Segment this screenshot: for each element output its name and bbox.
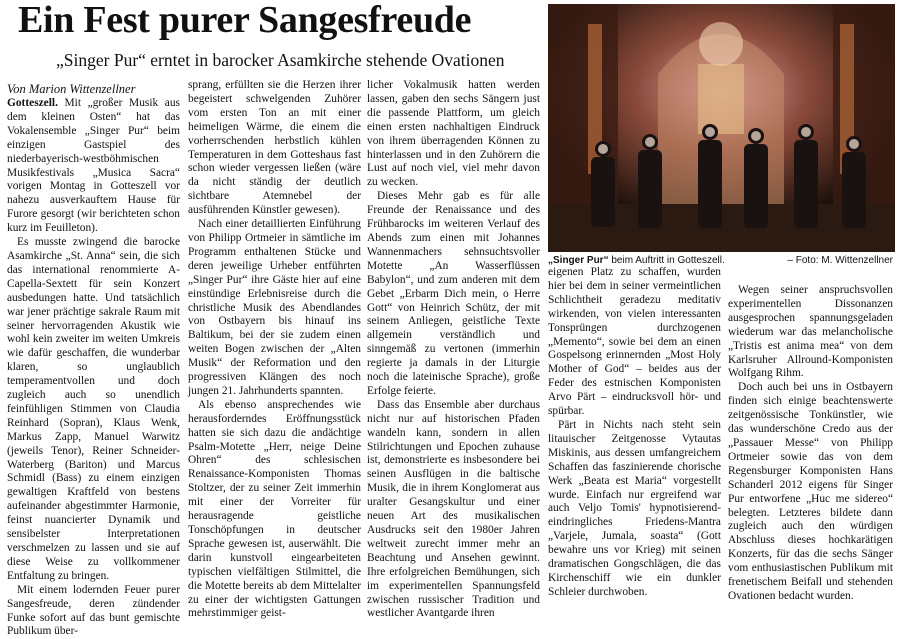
dateline: Gotteszell.	[7, 97, 58, 109]
paragraph-text: Mit „großer Musik aus dem kleinen Osten“ hat das Vokalensemble „Singer Pur“ beim einzigen Gastspiel des niederbayerisch-westböhmischen Musikfestivals „Musica Sacra“ vorigen Montag in Gotteszell vor nahezu ausverkauftem Hause für Furore gesorgt (wir berichteten schon kurz im Feuilleton).	[7, 97, 180, 235]
article-column-2	[188, 79, 361, 621]
paragraph: licher Vokalmusik hatten werden lassen, gaben den sechs Sängern just die passende Plattform, um gleich einen ersten nachhaltigen Eindruck von ihrem überragenden Können zu hinterlassen und in den Zuhörern die Lust auf noch viel, viel mehr davon zu wecken.	[367, 79, 540, 189]
byline: Von Marion Wittenzellner	[7, 82, 136, 96]
paragraph: Wegen seiner anspruchsvollen experimentellen Dissonanzen ausgesprochen spannungsgeladen wiederum war das melancholische „Tristis est anima mea“ von dem Karlsruher Allround-Komponisten Wolfgang Rihm.	[728, 284, 893, 380]
paragraph: Dieses Mehr gab es für alle Freunde der Renaissance und des Frühbarocks im weiteren Verlauf des Abends zum einen mit Johannes Wannenmachers sehnsuchtsvoller Motette „An Wasserflüssen Babylon“, und zum anderen mit dem Gebet „Erbarm Dich mein, o Herre Gott“ von Heinrich Schütz, der mit seinem Anliegen, geistliche Texte allgemein verständlich und sinngemäß zu vertonen (immerhin regierte ja damals in der Liturgie noch die lateinische Sprache), große Erfolge feierte.	[367, 190, 540, 397]
paragraph: Es musste zwingend die barocke Asamkirche „St. Anna“ sein, die sich das international renommierte A-Capella-Sextett für sein Konzert ausbedungen hatte. Und tatsächlich war jener prächtige sakrale Raum mit seiner hervorragenden Akustik wie wohl kein zweiter im weiten Umkreis wie dafür geschaffen, die wunderbar klaren, so unglaublich temperamentvollen und doch zugleich auch so unendlich feinfühligen Stimmen von Claudia Reinhard (Sopran), Klaus Wenk, Markus Zapp, Manuel Warwitz (jeweils Tenor), Reiner Schneider-Waterberg (Bariton) und Marcus Schmidl (Bass) zu einem einzigen gewaltigen Kraftfeld von bestens aufeinander abgestimmter Harmonie, feinst nuancierter Dynamik und sensibelster Interpretationen verschmelzen zu lassen und sie auf diese Weise zu vollkommener Entfaltung zu bringen.	[7, 236, 180, 582]
paragraph: Nach einer detaillierten Einführung von Philipp Ortmeier in sämtliche im Programm enthaltenen Stücke und deren jeweilige Urheber entführten „Singer Pur“ ihre Gäste hier auf eine einstündige Erlebnisreise durch die christliche Musik des Abendlandes von Ostbayern bis hinauf ins Baltikum, bei der sie zudem einen weiten Bogen zwischen der „Alten Musik“ der Reformation und den progressiven Klängen des noch jungen 21. Jahrhunderts spannten.	[188, 218, 361, 397]
caption-text: beim Auftritt in Gotteszell.	[608, 255, 725, 266]
caption-subject: „Singer Pur“	[548, 255, 609, 266]
article-column-5	[728, 284, 893, 604]
paragraph: sprang, erfüllten sie die Herzen ihrer begeistert schwelgenden Zuhörer vom ersten Ton an mit einer heimeligen Wärme, die einem die vorherrschenden herbstlich kühlen Temperaturen in dem Gotteshaus fast schon wieder vergessen ließen (wäre da nicht ständig der deutlich sichtbare Atemnebel der ausführenden Künstler gewesen).	[188, 79, 361, 217]
paragraph: eigenen Platz zu schaffen, wurden hier bei dem in seiner vermeintlichen Schlichtheit geradezu meditativ wirkenden, von vielen interessanten Tonsprüngen durchzogenen „Memento“, sowie bei dem an einen Gospelsong erinnernden „Most Holy Mother of God“ – beides aus der Feder des estnischen Komponisten Arvo Pärt – eindrucksvoll hör- und spürbar.	[548, 266, 721, 418]
article-column-1	[7, 97, 180, 639]
headline: Ein Fest purer Sangesfreude	[18, 0, 472, 41]
subheadline: „Singer Pur“ erntet in barocker Asamkirche stehende Ovationen	[56, 50, 505, 70]
article-column-3	[367, 79, 540, 621]
paragraph: Doch auch bei uns in Ostbayern finden sich einige beachtenswerte zeitgenössische Tonkünstler, wie das wunderschöne Credo aus der „Passauer Messe“ von Philipp Ortmeier sowie das von dem Regensburger Komponisten Hans Schanderl 2012 eigens für Singer Pur entworfene „Huc me sidereo“ belegten. Letzteres bildete dann zugleich auch den würdigen Abschluss dieses hochkarätigen Konzerts, für das die sechs Sänger vom enthusiastischen Publikum mit frenetischem Beifall und stehenden Ovationen bedacht wurden.	[728, 381, 893, 602]
church-altar-image	[548, 4, 895, 252]
paragraph	[7, 97, 180, 236]
paragraph: Mit einem lodernden Feuer purer Sangesfreude, deren zündender Funke sofort auf das bunt gemischte Publikum über-	[7, 583, 180, 638]
photo-credit: – Foto: M. Wittenzellner	[787, 255, 893, 266]
concert-photo	[548, 4, 895, 252]
article-column-4	[548, 266, 721, 600]
paragraph: Pärt in Nichts nach steht sein litauischer Zeitgenosse Vytautas Miskinis, aus dessen umfangreichem Schaffen das faszinierende chorische Werk „Beata est Maria“ vorgestellt wurde. Einfach nur ergreifend war auch Veljo Tomis' hypnotisierend-eindringliches Friedens-Mantra „Varjele, Jumala, soasta“ (Gott bewahre uns vor Krieg) mit seinen dramatischen Gongschlägen, die das Kirchenschiff wie ein dunkler Schleier durchwoben.	[548, 418, 721, 598]
paragraph: Dass das Ensemble aber durchaus nicht nur auf historischen Pfaden wandeln kann, sondern in allen Stilrichtungen und Epochen zuhause ist, demonstrierte es insbesondere bei seinen Ausflügen in die baltische Musik, die in ihrem Konglomerat aus uralter Gesangskultur und einer neuen Art des musikalischen Ausdrucks seit den 1980er Jahren weltweit zurecht immer mehr an Beachtung und Ansehen gewinnt. Ihre erfolgreichen Bemühungen, sich im experimentellen Spannungsfeld zwischen russischer Tradition und westlicher Avantgarde ihren	[367, 398, 540, 620]
paragraph: Als ebenso ansprechendes wie herausforderndes Eröffnungsstück hatten sie sich dazu die andächtige Psalm-Motette „Herr, neige Deine Ohren“ des schlesischen Renaissance-Komponisten Thomas Stoltzer, der zu seiner Zeit immerhin mit einer der Vorreiter für herausragende geistliche Tonschöpfungen in deutscher Sprache gewesen ist, auserwählt. Die darin kunstvoll eingearbeiteten typischen vielfältigen Stilmittel, die die Motette bereits ab dem Mittelalter zu einer der wichtigsten Gattungen mehrstimmiger geist-	[188, 398, 361, 620]
